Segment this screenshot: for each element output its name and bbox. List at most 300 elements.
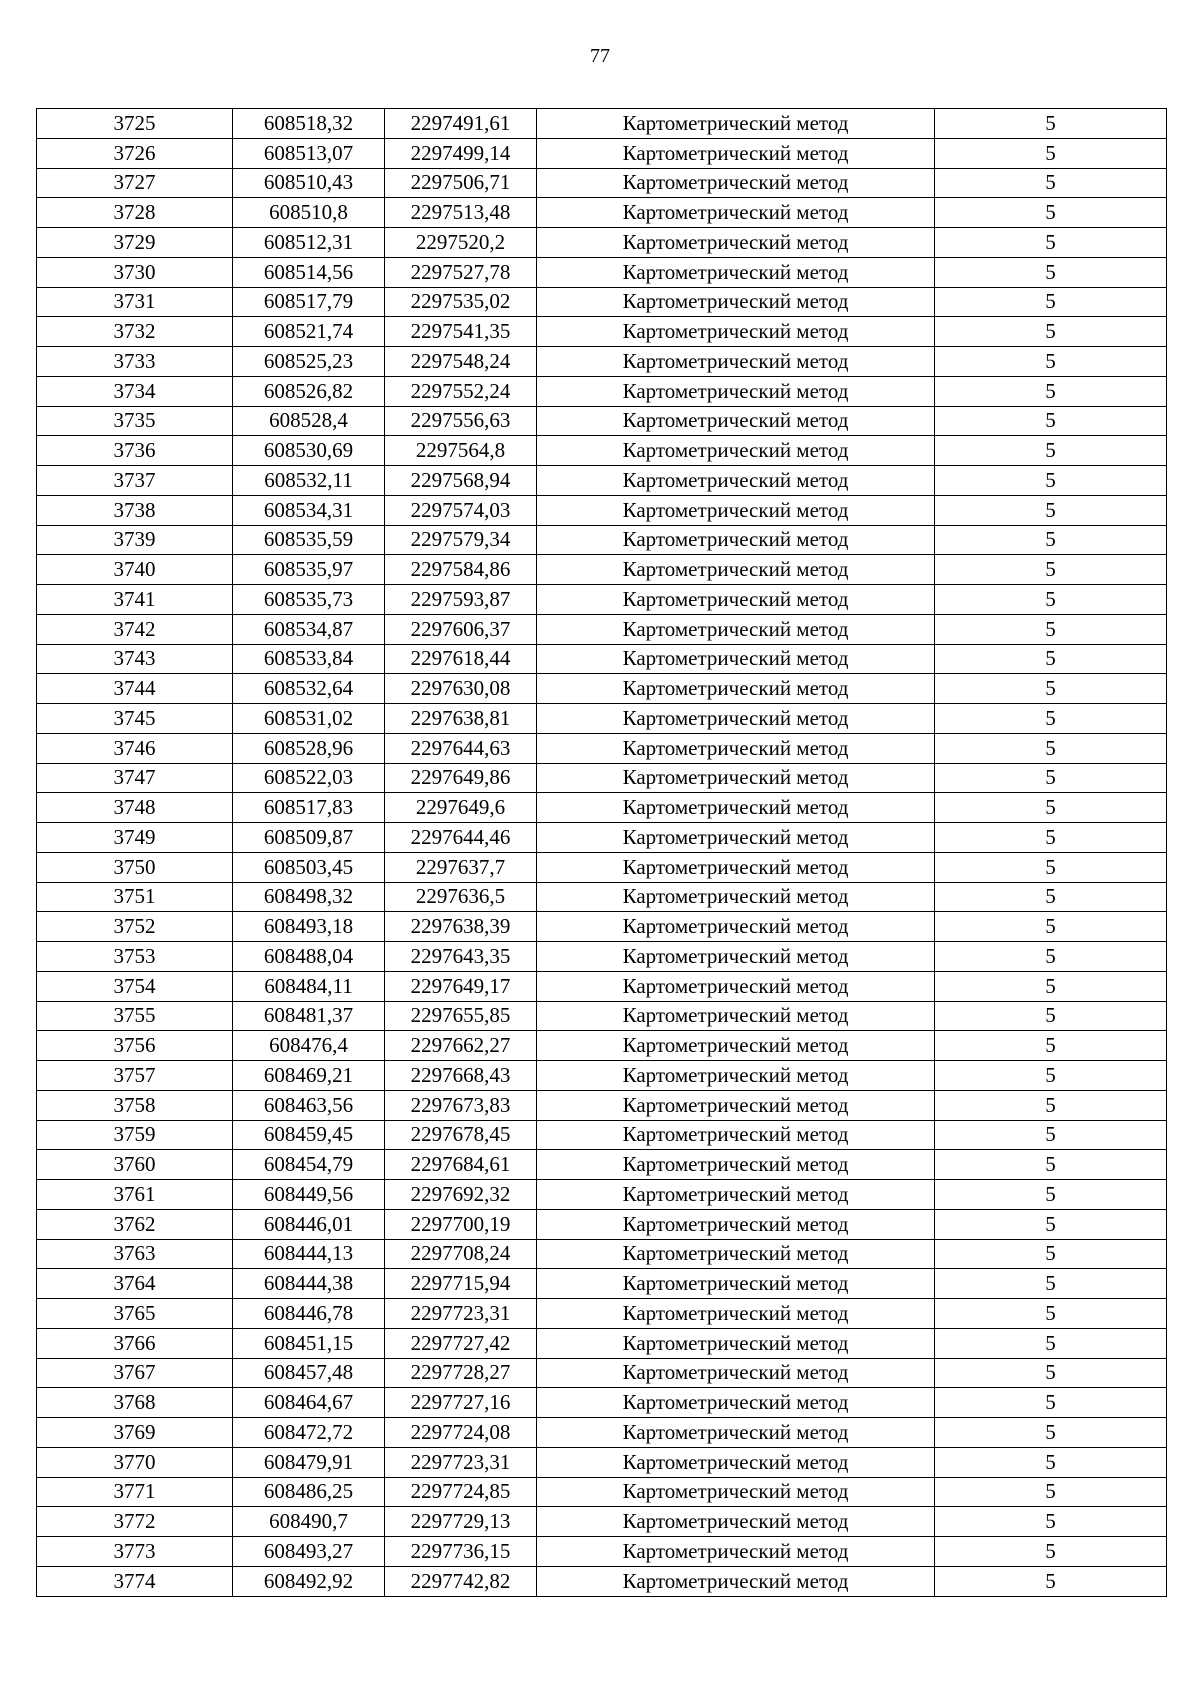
table-row bbox=[37, 287, 1167, 317]
point-number-cell: 3773 bbox=[37, 1537, 233, 1567]
table-row bbox=[37, 1209, 1167, 1239]
method-cell: Картометрический метод bbox=[537, 1299, 935, 1329]
table-row bbox=[37, 912, 1167, 942]
x-coordinate-cell: 608532,64 bbox=[233, 674, 385, 704]
y-coordinate-cell: 2297649,17 bbox=[385, 971, 537, 1001]
point-number-cell: 3766 bbox=[37, 1328, 233, 1358]
y-coordinate-cell: 2297638,39 bbox=[385, 912, 537, 942]
table-row bbox=[37, 1328, 1167, 1358]
accuracy-cell: 5 bbox=[935, 347, 1167, 377]
y-coordinate-cell: 2297668,43 bbox=[385, 1061, 537, 1091]
accuracy-cell: 5 bbox=[935, 852, 1167, 882]
table-row bbox=[37, 1477, 1167, 1507]
point-number-cell: 3750 bbox=[37, 852, 233, 882]
x-coordinate-cell: 608512,31 bbox=[233, 228, 385, 258]
point-number-cell: 3745 bbox=[37, 704, 233, 734]
accuracy-cell: 5 bbox=[935, 1061, 1167, 1091]
point-number-cell: 3732 bbox=[37, 317, 233, 347]
table-row bbox=[37, 1180, 1167, 1210]
coordinates-table-body bbox=[37, 109, 1167, 1597]
accuracy-cell: 5 bbox=[935, 1477, 1167, 1507]
table-row bbox=[37, 347, 1167, 377]
y-coordinate-cell: 2297548,24 bbox=[385, 347, 537, 377]
table-row bbox=[37, 1031, 1167, 1061]
y-coordinate-cell: 2297729,13 bbox=[385, 1507, 537, 1537]
point-number-cell: 3735 bbox=[37, 406, 233, 436]
x-coordinate-cell: 608510,43 bbox=[233, 168, 385, 198]
y-coordinate-cell: 2297513,48 bbox=[385, 198, 537, 228]
y-coordinate-cell: 2297644,46 bbox=[385, 823, 537, 853]
x-coordinate-cell: 608517,79 bbox=[233, 287, 385, 317]
y-coordinate-cell: 2297727,16 bbox=[385, 1388, 537, 1418]
method-cell: Картометрический метод bbox=[537, 942, 935, 972]
method-cell: Картометрический метод bbox=[537, 109, 935, 139]
accuracy-cell: 5 bbox=[935, 1418, 1167, 1448]
point-number-cell: 3769 bbox=[37, 1418, 233, 1448]
point-number-cell: 3741 bbox=[37, 585, 233, 615]
y-coordinate-cell: 2297527,78 bbox=[385, 257, 537, 287]
x-coordinate-cell: 608498,32 bbox=[233, 882, 385, 912]
method-cell: Картометрический метод bbox=[537, 912, 935, 942]
page-number: 77 bbox=[590, 45, 610, 67]
accuracy-cell: 5 bbox=[935, 109, 1167, 139]
accuracy-cell: 5 bbox=[935, 1120, 1167, 1150]
y-coordinate-cell: 2297708,24 bbox=[385, 1239, 537, 1269]
point-number-cell: 3738 bbox=[37, 495, 233, 525]
method-cell: Картометрический метод bbox=[537, 198, 935, 228]
point-number-cell: 3746 bbox=[37, 733, 233, 763]
x-coordinate-cell: 608532,11 bbox=[233, 466, 385, 496]
accuracy-cell: 5 bbox=[935, 1537, 1167, 1567]
accuracy-cell: 5 bbox=[935, 674, 1167, 704]
method-cell: Картометрический метод bbox=[537, 555, 935, 585]
x-coordinate-cell: 608533,84 bbox=[233, 644, 385, 674]
method-cell: Картометрический метод bbox=[537, 971, 935, 1001]
accuracy-cell: 5 bbox=[935, 912, 1167, 942]
table-row bbox=[37, 376, 1167, 406]
point-number-cell: 3770 bbox=[37, 1447, 233, 1477]
y-coordinate-cell: 2297520,2 bbox=[385, 228, 537, 258]
table-row bbox=[37, 1537, 1167, 1567]
point-number-cell: 3757 bbox=[37, 1061, 233, 1091]
y-coordinate-cell: 2297742,82 bbox=[385, 1566, 537, 1596]
table-row bbox=[37, 168, 1167, 198]
accuracy-cell: 5 bbox=[935, 138, 1167, 168]
x-coordinate-cell: 608518,32 bbox=[233, 109, 385, 139]
y-coordinate-cell: 2297584,86 bbox=[385, 555, 537, 585]
method-cell: Картометрический метод bbox=[537, 436, 935, 466]
point-number-cell: 3733 bbox=[37, 347, 233, 377]
table-row bbox=[37, 733, 1167, 763]
x-coordinate-cell: 608531,02 bbox=[233, 704, 385, 734]
method-cell: Картометрический метод bbox=[537, 347, 935, 377]
y-coordinate-cell: 2297723,31 bbox=[385, 1447, 537, 1477]
table-row bbox=[37, 138, 1167, 168]
method-cell: Картометрический метод bbox=[537, 882, 935, 912]
x-coordinate-cell: 608514,56 bbox=[233, 257, 385, 287]
x-coordinate-cell: 608464,67 bbox=[233, 1388, 385, 1418]
table-row bbox=[37, 198, 1167, 228]
method-cell: Картометрический метод bbox=[537, 525, 935, 555]
y-coordinate-cell: 2297662,27 bbox=[385, 1031, 537, 1061]
point-number-cell: 3742 bbox=[37, 614, 233, 644]
table-row bbox=[37, 614, 1167, 644]
table-row bbox=[37, 1507, 1167, 1537]
table-row bbox=[37, 1090, 1167, 1120]
x-coordinate-cell: 608509,87 bbox=[233, 823, 385, 853]
y-coordinate-cell: 2297728,27 bbox=[385, 1358, 537, 1388]
y-coordinate-cell: 2297643,35 bbox=[385, 942, 537, 972]
table-row bbox=[37, 466, 1167, 496]
y-coordinate-cell: 2297556,63 bbox=[385, 406, 537, 436]
method-cell: Картометрический метод bbox=[537, 852, 935, 882]
accuracy-cell: 5 bbox=[935, 466, 1167, 496]
x-coordinate-cell: 608528,4 bbox=[233, 406, 385, 436]
y-coordinate-cell: 2297541,35 bbox=[385, 317, 537, 347]
y-coordinate-cell: 2297606,37 bbox=[385, 614, 537, 644]
table-row bbox=[37, 674, 1167, 704]
method-cell: Картометрический метод bbox=[537, 1447, 935, 1477]
method-cell: Картометрический метод bbox=[537, 585, 935, 615]
x-coordinate-cell: 608481,37 bbox=[233, 1001, 385, 1031]
accuracy-cell: 5 bbox=[935, 1507, 1167, 1537]
table-row bbox=[37, 1299, 1167, 1329]
x-coordinate-cell: 608513,07 bbox=[233, 138, 385, 168]
method-cell: Картометрический метод bbox=[537, 614, 935, 644]
accuracy-cell: 5 bbox=[935, 1001, 1167, 1031]
y-coordinate-cell: 2297723,31 bbox=[385, 1299, 537, 1329]
method-cell: Картометрический метод bbox=[537, 495, 935, 525]
y-coordinate-cell: 2297724,85 bbox=[385, 1477, 537, 1507]
x-coordinate-cell: 608535,59 bbox=[233, 525, 385, 555]
accuracy-cell: 5 bbox=[935, 168, 1167, 198]
y-coordinate-cell: 2297506,71 bbox=[385, 168, 537, 198]
x-coordinate-cell: 608517,83 bbox=[233, 793, 385, 823]
accuracy-cell: 5 bbox=[935, 1031, 1167, 1061]
accuracy-cell: 5 bbox=[935, 1328, 1167, 1358]
point-number-cell: 3748 bbox=[37, 793, 233, 823]
point-number-cell: 3763 bbox=[37, 1239, 233, 1269]
x-coordinate-cell: 608454,79 bbox=[233, 1150, 385, 1180]
x-coordinate-cell: 608493,18 bbox=[233, 912, 385, 942]
y-coordinate-cell: 2297564,8 bbox=[385, 436, 537, 466]
method-cell: Картометрический метод bbox=[537, 168, 935, 198]
method-cell: Картометрический метод bbox=[537, 763, 935, 793]
y-coordinate-cell: 2297637,7 bbox=[385, 852, 537, 882]
x-coordinate-cell: 608446,78 bbox=[233, 1299, 385, 1329]
point-number-cell: 3728 bbox=[37, 198, 233, 228]
x-coordinate-cell: 608479,91 bbox=[233, 1447, 385, 1477]
y-coordinate-cell: 2297692,32 bbox=[385, 1180, 537, 1210]
x-coordinate-cell: 608444,13 bbox=[233, 1239, 385, 1269]
accuracy-cell: 5 bbox=[935, 555, 1167, 585]
method-cell: Картометрический метод bbox=[537, 1566, 935, 1596]
y-coordinate-cell: 2297552,24 bbox=[385, 376, 537, 406]
accuracy-cell: 5 bbox=[935, 257, 1167, 287]
point-number-cell: 3768 bbox=[37, 1388, 233, 1418]
table-row bbox=[37, 882, 1167, 912]
point-number-cell: 3760 bbox=[37, 1150, 233, 1180]
accuracy-cell: 5 bbox=[935, 971, 1167, 1001]
accuracy-cell: 5 bbox=[935, 644, 1167, 674]
point-number-cell: 3761 bbox=[37, 1180, 233, 1210]
table-row bbox=[37, 1418, 1167, 1448]
accuracy-cell: 5 bbox=[935, 793, 1167, 823]
x-coordinate-cell: 608510,8 bbox=[233, 198, 385, 228]
x-coordinate-cell: 608528,96 bbox=[233, 733, 385, 763]
y-coordinate-cell: 2297638,81 bbox=[385, 704, 537, 734]
y-coordinate-cell: 2297630,08 bbox=[385, 674, 537, 704]
point-number-cell: 3730 bbox=[37, 257, 233, 287]
accuracy-cell: 5 bbox=[935, 585, 1167, 615]
method-cell: Картометрический метод bbox=[537, 1001, 935, 1031]
table-row bbox=[37, 1239, 1167, 1269]
y-coordinate-cell: 2297649,6 bbox=[385, 793, 537, 823]
x-coordinate-cell: 608503,45 bbox=[233, 852, 385, 882]
table-row bbox=[37, 704, 1167, 734]
method-cell: Картометрический метод bbox=[537, 644, 935, 674]
point-number-cell: 3729 bbox=[37, 228, 233, 258]
x-coordinate-cell: 608534,31 bbox=[233, 495, 385, 525]
y-coordinate-cell: 2297684,61 bbox=[385, 1150, 537, 1180]
accuracy-cell: 5 bbox=[935, 733, 1167, 763]
point-number-cell: 3740 bbox=[37, 555, 233, 585]
x-coordinate-cell: 608484,11 bbox=[233, 971, 385, 1001]
method-cell: Картометрический метод bbox=[537, 674, 935, 704]
accuracy-cell: 5 bbox=[935, 614, 1167, 644]
table-row bbox=[37, 109, 1167, 139]
accuracy-cell: 5 bbox=[935, 1388, 1167, 1418]
method-cell: Картометрический метод bbox=[537, 1239, 935, 1269]
y-coordinate-cell: 2297499,14 bbox=[385, 138, 537, 168]
point-number-cell: 3731 bbox=[37, 287, 233, 317]
point-number-cell: 3755 bbox=[37, 1001, 233, 1031]
table-row bbox=[37, 644, 1167, 674]
point-number-cell: 3752 bbox=[37, 912, 233, 942]
point-number-cell: 3725 bbox=[37, 109, 233, 139]
accuracy-cell: 5 bbox=[935, 525, 1167, 555]
method-cell: Картометрический метод bbox=[537, 228, 935, 258]
point-number-cell: 3749 bbox=[37, 823, 233, 853]
y-coordinate-cell: 2297491,61 bbox=[385, 109, 537, 139]
table-row bbox=[37, 1150, 1167, 1180]
x-coordinate-cell: 608449,56 bbox=[233, 1180, 385, 1210]
y-coordinate-cell: 2297649,86 bbox=[385, 763, 537, 793]
accuracy-cell: 5 bbox=[935, 1209, 1167, 1239]
table-row bbox=[37, 1001, 1167, 1031]
method-cell: Картометрический метод bbox=[537, 1358, 935, 1388]
method-cell: Картометрический метод bbox=[537, 1388, 935, 1418]
y-coordinate-cell: 2297673,83 bbox=[385, 1090, 537, 1120]
x-coordinate-cell: 608486,25 bbox=[233, 1477, 385, 1507]
method-cell: Картометрический метод bbox=[537, 1061, 935, 1091]
x-coordinate-cell: 608451,15 bbox=[233, 1328, 385, 1358]
method-cell: Картометрический метод bbox=[537, 1537, 935, 1567]
method-cell: Картометрический метод bbox=[537, 793, 935, 823]
point-number-cell: 3765 bbox=[37, 1299, 233, 1329]
point-number-cell: 3772 bbox=[37, 1507, 233, 1537]
point-number-cell: 3734 bbox=[37, 376, 233, 406]
table-row bbox=[37, 1447, 1167, 1477]
point-number-cell: 3756 bbox=[37, 1031, 233, 1061]
table-row bbox=[37, 585, 1167, 615]
table-row bbox=[37, 942, 1167, 972]
x-coordinate-cell: 608469,21 bbox=[233, 1061, 385, 1091]
method-cell: Картометрический метод bbox=[537, 823, 935, 853]
method-cell: Картометрический метод bbox=[537, 1031, 935, 1061]
accuracy-cell: 5 bbox=[935, 495, 1167, 525]
method-cell: Картометрический метод bbox=[537, 733, 935, 763]
table-row bbox=[37, 852, 1167, 882]
table-row bbox=[37, 1566, 1167, 1596]
y-coordinate-cell: 2297678,45 bbox=[385, 1120, 537, 1150]
y-coordinate-cell: 2297593,87 bbox=[385, 585, 537, 615]
point-number-cell: 3751 bbox=[37, 882, 233, 912]
accuracy-cell: 5 bbox=[935, 1180, 1167, 1210]
point-number-cell: 3758 bbox=[37, 1090, 233, 1120]
table-row bbox=[37, 823, 1167, 853]
table-row bbox=[37, 228, 1167, 258]
table-row bbox=[37, 1061, 1167, 1091]
accuracy-cell: 5 bbox=[935, 436, 1167, 466]
y-coordinate-cell: 2297715,94 bbox=[385, 1269, 537, 1299]
point-number-cell: 3737 bbox=[37, 466, 233, 496]
table-row bbox=[37, 555, 1167, 585]
x-coordinate-cell: 608534,87 bbox=[233, 614, 385, 644]
x-coordinate-cell: 608472,72 bbox=[233, 1418, 385, 1448]
method-cell: Картометрический метод bbox=[537, 1418, 935, 1448]
y-coordinate-cell: 2297700,19 bbox=[385, 1209, 537, 1239]
table-row bbox=[37, 257, 1167, 287]
y-coordinate-cell: 2297574,03 bbox=[385, 495, 537, 525]
x-coordinate-cell: 608521,74 bbox=[233, 317, 385, 347]
x-coordinate-cell: 608522,03 bbox=[233, 763, 385, 793]
method-cell: Картометрический метод bbox=[537, 1090, 935, 1120]
table-row bbox=[37, 971, 1167, 1001]
point-number-cell: 3771 bbox=[37, 1477, 233, 1507]
point-number-cell: 3767 bbox=[37, 1358, 233, 1388]
x-coordinate-cell: 608535,97 bbox=[233, 555, 385, 585]
accuracy-cell: 5 bbox=[935, 1239, 1167, 1269]
method-cell: Картометрический метод bbox=[537, 1477, 935, 1507]
method-cell: Картометрический метод bbox=[537, 406, 935, 436]
y-coordinate-cell: 2297568,94 bbox=[385, 466, 537, 496]
x-coordinate-cell: 608463,56 bbox=[233, 1090, 385, 1120]
method-cell: Картометрический метод bbox=[537, 1180, 935, 1210]
x-coordinate-cell: 608488,04 bbox=[233, 942, 385, 972]
point-number-cell: 3747 bbox=[37, 763, 233, 793]
y-coordinate-cell: 2297736,15 bbox=[385, 1537, 537, 1567]
x-coordinate-cell: 608530,69 bbox=[233, 436, 385, 466]
x-coordinate-cell: 608525,23 bbox=[233, 347, 385, 377]
table-row bbox=[37, 1120, 1167, 1150]
method-cell: Картометрический метод bbox=[537, 1209, 935, 1239]
accuracy-cell: 5 bbox=[935, 1566, 1167, 1596]
point-number-cell: 3743 bbox=[37, 644, 233, 674]
table-row bbox=[37, 406, 1167, 436]
point-number-cell: 3762 bbox=[37, 1209, 233, 1239]
accuracy-cell: 5 bbox=[935, 406, 1167, 436]
accuracy-cell: 5 bbox=[935, 317, 1167, 347]
table-row bbox=[37, 1388, 1167, 1418]
y-coordinate-cell: 2297535,02 bbox=[385, 287, 537, 317]
table-row bbox=[37, 1358, 1167, 1388]
method-cell: Картометрический метод bbox=[537, 1328, 935, 1358]
x-coordinate-cell: 608526,82 bbox=[233, 376, 385, 406]
accuracy-cell: 5 bbox=[935, 942, 1167, 972]
x-coordinate-cell: 608492,92 bbox=[233, 1566, 385, 1596]
method-cell: Картометрический метод bbox=[537, 257, 935, 287]
method-cell: Картометрический метод bbox=[537, 287, 935, 317]
method-cell: Картометрический метод bbox=[537, 1507, 935, 1537]
x-coordinate-cell: 608490,7 bbox=[233, 1507, 385, 1537]
x-coordinate-cell: 608476,4 bbox=[233, 1031, 385, 1061]
accuracy-cell: 5 bbox=[935, 1269, 1167, 1299]
method-cell: Картометрический метод bbox=[537, 1120, 935, 1150]
point-number-cell: 3727 bbox=[37, 168, 233, 198]
accuracy-cell: 5 bbox=[935, 1358, 1167, 1388]
point-number-cell: 3739 bbox=[37, 525, 233, 555]
point-number-cell: 3774 bbox=[37, 1566, 233, 1596]
point-number-cell: 3753 bbox=[37, 942, 233, 972]
method-cell: Картометрический метод bbox=[537, 317, 935, 347]
point-number-cell: 3744 bbox=[37, 674, 233, 704]
x-coordinate-cell: 608457,48 bbox=[233, 1358, 385, 1388]
y-coordinate-cell: 2297579,34 bbox=[385, 525, 537, 555]
method-cell: Картометрический метод bbox=[537, 1150, 935, 1180]
method-cell: Картометрический метод bbox=[537, 376, 935, 406]
method-cell: Картометрический метод bbox=[537, 1269, 935, 1299]
point-number-cell: 3759 bbox=[37, 1120, 233, 1150]
point-number-cell: 3754 bbox=[37, 971, 233, 1001]
table-row bbox=[37, 495, 1167, 525]
accuracy-cell: 5 bbox=[935, 1150, 1167, 1180]
y-coordinate-cell: 2297618,44 bbox=[385, 644, 537, 674]
y-coordinate-cell: 2297644,63 bbox=[385, 733, 537, 763]
point-number-cell: 3736 bbox=[37, 436, 233, 466]
point-number-cell: 3726 bbox=[37, 138, 233, 168]
table-row bbox=[37, 525, 1167, 555]
x-coordinate-cell: 608535,73 bbox=[233, 585, 385, 615]
accuracy-cell: 5 bbox=[935, 763, 1167, 793]
method-cell: Картометрический метод bbox=[537, 466, 935, 496]
accuracy-cell: 5 bbox=[935, 1447, 1167, 1477]
y-coordinate-cell: 2297655,85 bbox=[385, 1001, 537, 1031]
x-coordinate-cell: 608446,01 bbox=[233, 1209, 385, 1239]
x-coordinate-cell: 608459,45 bbox=[233, 1120, 385, 1150]
table-row bbox=[37, 793, 1167, 823]
accuracy-cell: 5 bbox=[935, 287, 1167, 317]
coordinates-table bbox=[36, 108, 1167, 1597]
accuracy-cell: 5 bbox=[935, 198, 1167, 228]
table-row bbox=[37, 1269, 1167, 1299]
accuracy-cell: 5 bbox=[935, 704, 1167, 734]
table-row bbox=[37, 763, 1167, 793]
table-row bbox=[37, 436, 1167, 466]
y-coordinate-cell: 2297727,42 bbox=[385, 1328, 537, 1358]
accuracy-cell: 5 bbox=[935, 1299, 1167, 1329]
point-number-cell: 3764 bbox=[37, 1269, 233, 1299]
accuracy-cell: 5 bbox=[935, 882, 1167, 912]
y-coordinate-cell: 2297724,08 bbox=[385, 1418, 537, 1448]
accuracy-cell: 5 bbox=[935, 1090, 1167, 1120]
accuracy-cell: 5 bbox=[935, 823, 1167, 853]
accuracy-cell: 5 bbox=[935, 228, 1167, 258]
x-coordinate-cell: 608444,38 bbox=[233, 1269, 385, 1299]
accuracy-cell: 5 bbox=[935, 376, 1167, 406]
x-coordinate-cell: 608493,27 bbox=[233, 1537, 385, 1567]
table-row bbox=[37, 317, 1167, 347]
